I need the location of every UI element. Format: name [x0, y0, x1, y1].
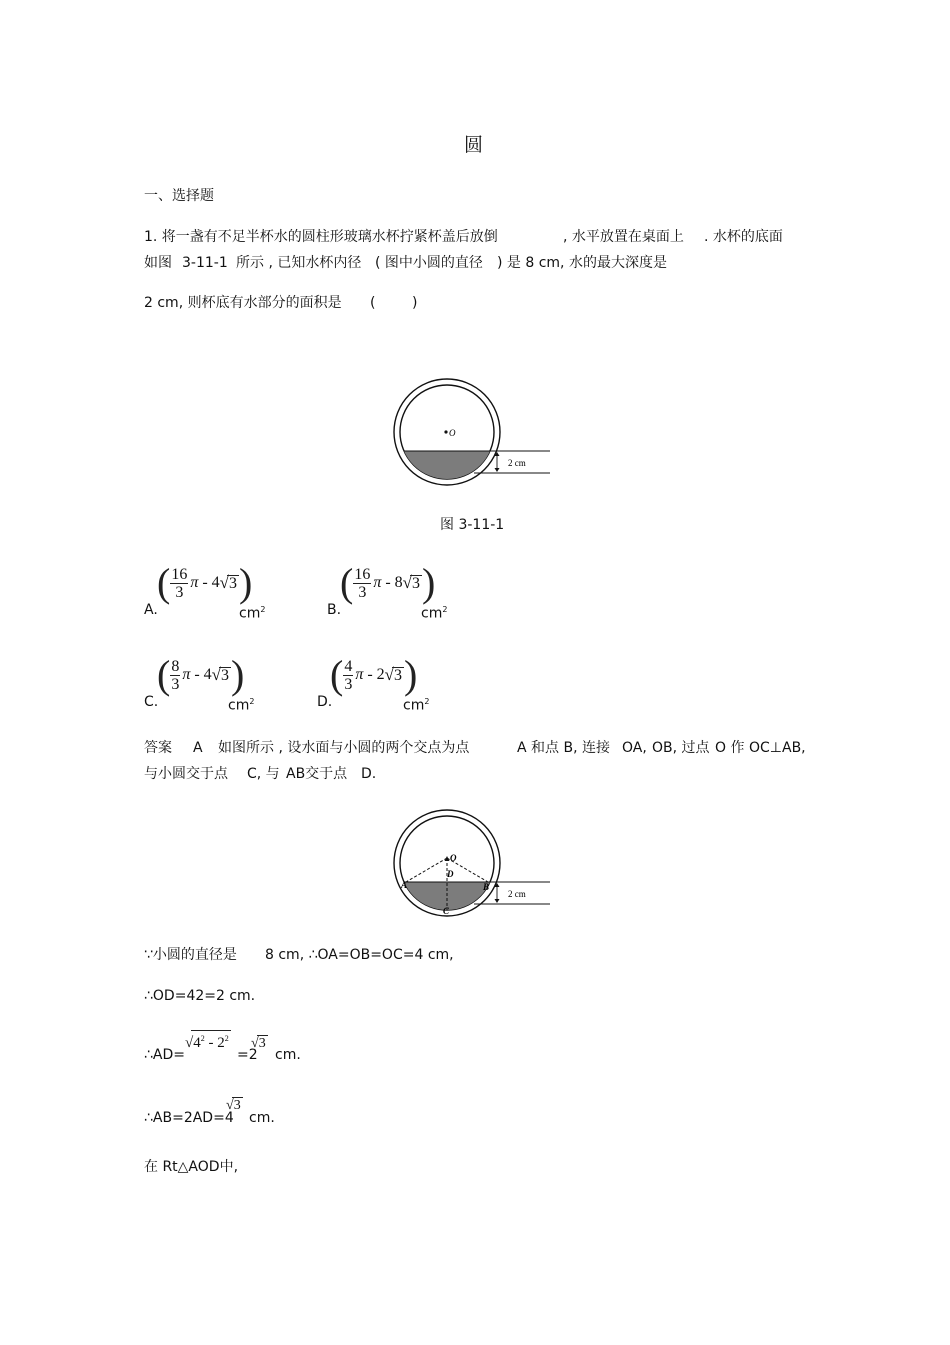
answer-text-6: OC⊥AB,: [749, 740, 806, 756]
answer-text-10: D.: [361, 766, 377, 782]
step-1a: ∵小圆的直径是: [144, 947, 237, 963]
label-a: A: [401, 880, 408, 890]
label-b: B: [483, 882, 490, 892]
question-line-2b: 3-11-1: [182, 255, 228, 271]
option-a-expression: ( $\frac{16}{3}$ π - 4 √ 3 ): [157, 560, 253, 605]
option-a-unit: $cm^2$: [239, 605, 266, 622]
answer-text-9: AB交于点: [286, 766, 348, 782]
question-paren-close: ): [412, 295, 418, 311]
step-2: ∴OD=42=2 cm.: [144, 988, 256, 1004]
label-o: O: [450, 853, 457, 863]
answer-text-3: OA,: [622, 740, 647, 756]
answer-text-7: 与小圆交于点: [144, 766, 228, 782]
section-heading: 一、选择题: [144, 188, 214, 204]
option-d-expression: ( $\frac{4}{3}$ π - 2 √ 3 ): [330, 652, 418, 697]
arrow-head-down: [495, 899, 500, 903]
question-line-2d: ( 图中小圆的直径: [375, 255, 483, 271]
answer-label: 答案: [144, 740, 172, 756]
option-a-label: A.: [144, 602, 158, 618]
option-b-unit: $cm^2$: [421, 605, 448, 622]
question-paren-open: (: [370, 295, 376, 311]
water-region: [390, 451, 510, 490]
answer-text-4: OB, 过点: [652, 740, 710, 756]
depth-label: 2 cm: [508, 889, 526, 899]
center-label: O: [449, 428, 456, 438]
step-3b: =2: [237, 1047, 258, 1063]
option-d-unit: $cm^2$: [403, 697, 430, 714]
question-line-3a: 2 cm, 则杯底有水部分的面积是: [144, 295, 342, 311]
answer-text-8: C, 与: [247, 766, 280, 782]
question-line-1c: . 水杯的底面: [704, 229, 783, 245]
depth-label: 2 cm: [508, 458, 526, 468]
figure-cup-diagram: [390, 375, 560, 490]
option-b-expression: ( $\frac{16}{3}$ π - 8 √ 3 ): [340, 560, 436, 605]
label-d: D: [447, 869, 454, 879]
answer-text-5: O 作: [715, 740, 745, 756]
step-4a: ∴AB=2AD=4: [144, 1110, 234, 1126]
option-c-expression: ( $\frac{8}{3}$ π - 4 √ 3 ): [157, 652, 245, 697]
option-d-label: D.: [317, 694, 333, 710]
figure-solution-diagram: [390, 808, 560, 918]
center-point: [444, 430, 447, 433]
figure-caption: 图 3-11-1: [440, 517, 505, 533]
question-line-1a: 1. 将一盏有不足半杯水的圆柱形玻璃水杯拧紧杯盖后放倒: [144, 229, 498, 245]
answer-text-2: A 和点 B, 连接: [517, 740, 610, 756]
arrow-head-down: [495, 468, 500, 472]
step-3-sqrt3: √3: [251, 1036, 266, 1051]
answer-choice: A: [193, 740, 203, 756]
page-title: 圆: [464, 134, 484, 156]
step-3d: cm.: [275, 1047, 301, 1063]
step-3-radical: $√4^2 - 2^2$: [185, 1030, 231, 1052]
step-1b: 8 cm, ∴OA=OB=OC=4 cm,: [265, 947, 454, 963]
question-line-2c: 所示 , 已知水杯内径: [236, 255, 362, 271]
water-region: [390, 882, 510, 918]
step-5: 在 Rt△AOD中,: [144, 1159, 239, 1175]
option-c-label: C.: [144, 694, 159, 710]
segment-oa: [406, 858, 447, 882]
question-line-2a: 如图: [144, 255, 172, 271]
option-b-label: B.: [327, 602, 342, 618]
question-line-1b: , 水平放置在桌面上: [563, 229, 684, 245]
step-4-sqrt3: √3: [226, 1098, 241, 1113]
step-3a: ∴AD=: [144, 1047, 185, 1063]
step-4c: cm.: [249, 1110, 275, 1126]
label-c: C: [443, 906, 450, 916]
answer-text-1: 如图所示 , 设水面与小圆的两个交点为点: [218, 740, 470, 756]
option-c-unit: $cm^2$: [228, 697, 255, 714]
question-line-2e: ) 是 8 cm, 水的最大深度是: [497, 255, 667, 271]
